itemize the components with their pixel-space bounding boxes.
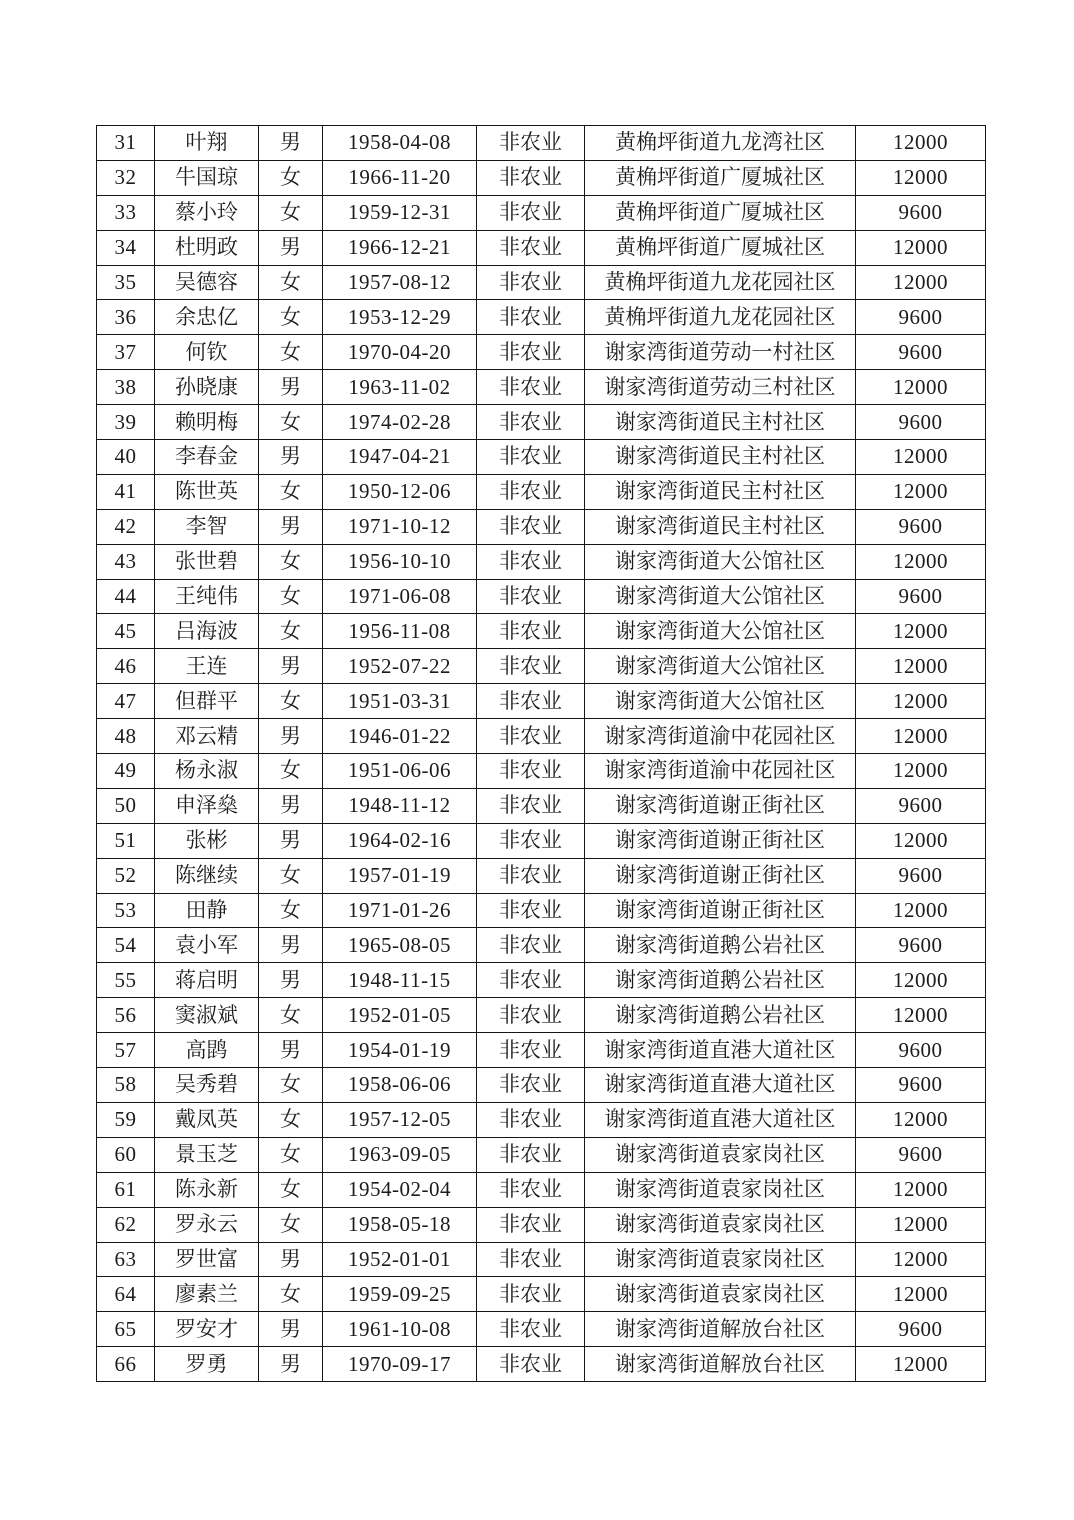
- cell-household-type: 非农业: [477, 335, 585, 370]
- cell-community: 谢家湾街道直港大道社区: [585, 1068, 856, 1103]
- cell-household-type: 非农业: [477, 1033, 585, 1068]
- cell-household-type: 非农业: [477, 160, 585, 195]
- cell-name: 高鹍: [155, 1033, 259, 1068]
- cell-gender: 男: [259, 788, 323, 823]
- cell-community: 谢家湾街道大公馆社区: [585, 684, 856, 719]
- cell-index: 33: [97, 195, 155, 230]
- cell-index: 37: [97, 335, 155, 370]
- table-row: [97, 998, 986, 1033]
- cell-household-type: 非农业: [477, 544, 585, 579]
- cell-gender: 女: [259, 858, 323, 893]
- cell-birth-date: 1971-10-12: [323, 509, 477, 544]
- cell-index: 44: [97, 579, 155, 614]
- cell-amount: 12000: [856, 719, 986, 754]
- cell-index: 38: [97, 370, 155, 405]
- cell-index: 63: [97, 1242, 155, 1277]
- cell-birth-date: 1966-12-21: [323, 230, 477, 265]
- cell-amount: 12000: [856, 963, 986, 998]
- cell-gender: 女: [259, 1102, 323, 1137]
- cell-household-type: 非农业: [477, 474, 585, 509]
- cell-birth-date: 1961-10-08: [323, 1312, 477, 1347]
- table-row: [97, 230, 986, 265]
- cell-community: 谢家湾街道鹅公岩社区: [585, 928, 856, 963]
- cell-gender: 女: [259, 579, 323, 614]
- cell-birth-date: 1950-12-06: [323, 474, 477, 509]
- cell-amount: 12000: [856, 265, 986, 300]
- cell-community: 谢家湾街道直港大道社区: [585, 1033, 856, 1068]
- cell-amount: 12000: [856, 1242, 986, 1277]
- cell-household-type: 非农业: [477, 1068, 585, 1103]
- cell-index: 58: [97, 1068, 155, 1103]
- table-row: [97, 1137, 986, 1172]
- cell-gender: 女: [259, 1277, 323, 1312]
- cell-amount: 12000: [856, 1102, 986, 1137]
- cell-amount: 12000: [856, 998, 986, 1033]
- cell-household-type: 非农业: [477, 788, 585, 823]
- table-row: [97, 126, 986, 161]
- table-row: [97, 928, 986, 963]
- cell-community: 谢家湾街道谢正街社区: [585, 858, 856, 893]
- cell-index: 47: [97, 684, 155, 719]
- cell-gender: 女: [259, 544, 323, 579]
- cell-birth-date: 1947-04-21: [323, 440, 477, 475]
- cell-name: 王连: [155, 649, 259, 684]
- cell-birth-date: 1951-06-06: [323, 754, 477, 789]
- cell-amount: 9600: [856, 195, 986, 230]
- table-row: [97, 1207, 986, 1242]
- cell-amount: 9600: [856, 1033, 986, 1068]
- cell-household-type: 非农业: [477, 579, 585, 614]
- cell-name: 陈永新: [155, 1172, 259, 1207]
- table-row: [97, 265, 986, 300]
- cell-amount: 12000: [856, 649, 986, 684]
- cell-household-type: 非农业: [477, 300, 585, 335]
- table-row: [97, 719, 986, 754]
- table-row: [97, 160, 986, 195]
- cell-community: 谢家湾街道劳动一村社区: [585, 335, 856, 370]
- cell-index: 54: [97, 928, 155, 963]
- cell-amount: 12000: [856, 230, 986, 265]
- table-row: [97, 1312, 986, 1347]
- cell-birth-date: 1956-11-08: [323, 614, 477, 649]
- cell-index: 66: [97, 1347, 155, 1382]
- cell-community: 谢家湾街道袁家岗社区: [585, 1207, 856, 1242]
- cell-birth-date: 1946-01-22: [323, 719, 477, 754]
- cell-community: 谢家湾街道鹅公岩社区: [585, 998, 856, 1033]
- table-row: [97, 649, 986, 684]
- cell-name: 陈世英: [155, 474, 259, 509]
- table-row: [97, 1242, 986, 1277]
- cell-birth-date: 1959-09-25: [323, 1277, 477, 1312]
- cell-gender: 男: [259, 126, 323, 161]
- table-body: [97, 126, 986, 1382]
- cell-index: 31: [97, 126, 155, 161]
- cell-index: 32: [97, 160, 155, 195]
- table-row: [97, 893, 986, 928]
- table-row: [97, 963, 986, 998]
- cell-community: 黄桷坪街道广厦城社区: [585, 195, 856, 230]
- cell-birth-date: 1964-02-16: [323, 823, 477, 858]
- cell-name: 景玉芝: [155, 1137, 259, 1172]
- table-row: [97, 579, 986, 614]
- cell-community: 谢家湾街道民主村社区: [585, 509, 856, 544]
- cell-household-type: 非农业: [477, 509, 585, 544]
- cell-birth-date: 1965-08-05: [323, 928, 477, 963]
- cell-household-type: 非农业: [477, 1347, 585, 1382]
- cell-gender: 女: [259, 1207, 323, 1242]
- cell-household-type: 非农业: [477, 126, 585, 161]
- cell-household-type: 非农业: [477, 230, 585, 265]
- cell-household-type: 非农业: [477, 998, 585, 1033]
- cell-amount: 12000: [856, 1172, 986, 1207]
- cell-amount: 12000: [856, 893, 986, 928]
- cell-name: 孙晓康: [155, 370, 259, 405]
- cell-amount: 9600: [856, 509, 986, 544]
- cell-amount: 12000: [856, 754, 986, 789]
- table-row: [97, 1102, 986, 1137]
- cell-name: 余忠亿: [155, 300, 259, 335]
- cell-community: 黄桷坪街道九龙湾社区: [585, 126, 856, 161]
- cell-name: 何钦: [155, 335, 259, 370]
- cell-household-type: 非农业: [477, 440, 585, 475]
- cell-gender: 女: [259, 474, 323, 509]
- cell-amount: 9600: [856, 788, 986, 823]
- cell-birth-date: 1971-06-08: [323, 579, 477, 614]
- cell-birth-date: 1958-06-06: [323, 1068, 477, 1103]
- cell-name: 窦淑斌: [155, 998, 259, 1033]
- cell-amount: 12000: [856, 684, 986, 719]
- cell-household-type: 非农业: [477, 1137, 585, 1172]
- cell-name: 但群平: [155, 684, 259, 719]
- cell-gender: 女: [259, 405, 323, 440]
- cell-amount: 12000: [856, 614, 986, 649]
- cell-birth-date: 1957-12-05: [323, 1102, 477, 1137]
- cell-community: 谢家湾街道袁家岗社区: [585, 1137, 856, 1172]
- cell-gender: 女: [259, 265, 323, 300]
- cell-birth-date: 1970-04-20: [323, 335, 477, 370]
- cell-birth-date: 1952-01-01: [323, 1242, 477, 1277]
- cell-index: 39: [97, 405, 155, 440]
- cell-household-type: 非农业: [477, 1242, 585, 1277]
- cell-amount: 12000: [856, 126, 986, 161]
- cell-birth-date: 1948-11-12: [323, 788, 477, 823]
- cell-amount: 9600: [856, 1312, 986, 1347]
- cell-community: 谢家湾街道袁家岗社区: [585, 1172, 856, 1207]
- cell-community: 黄桷坪街道广厦城社区: [585, 160, 856, 195]
- cell-household-type: 非农业: [477, 265, 585, 300]
- cell-amount: 12000: [856, 474, 986, 509]
- cell-amount: 12000: [856, 823, 986, 858]
- cell-index: 42: [97, 509, 155, 544]
- table-row: [97, 300, 986, 335]
- table-row: [97, 1033, 986, 1068]
- cell-household-type: 非农业: [477, 405, 585, 440]
- cell-amount: 12000: [856, 544, 986, 579]
- cell-name: 张彬: [155, 823, 259, 858]
- cell-amount: 9600: [856, 405, 986, 440]
- cell-community: 谢家湾街道鹅公岩社区: [585, 963, 856, 998]
- cell-community: 谢家湾街道大公馆社区: [585, 544, 856, 579]
- cell-amount: 12000: [856, 160, 986, 195]
- cell-index: 51: [97, 823, 155, 858]
- cell-gender: 女: [259, 335, 323, 370]
- cell-name: 罗永云: [155, 1207, 259, 1242]
- cell-amount: 9600: [856, 1137, 986, 1172]
- table-row: [97, 1277, 986, 1312]
- table-row: [97, 1347, 986, 1382]
- cell-birth-date: 1957-01-19: [323, 858, 477, 893]
- cell-community: 谢家湾街道大公馆社区: [585, 579, 856, 614]
- cell-community: 谢家湾街道渝中花园社区: [585, 754, 856, 789]
- cell-gender: 男: [259, 370, 323, 405]
- cell-gender: 女: [259, 1172, 323, 1207]
- table-row: [97, 684, 986, 719]
- cell-community: 黄桷坪街道九龙花园社区: [585, 265, 856, 300]
- cell-amount: 9600: [856, 928, 986, 963]
- cell-name: 杜明政: [155, 230, 259, 265]
- cell-index: 55: [97, 963, 155, 998]
- table-row: [97, 370, 986, 405]
- cell-gender: 女: [259, 300, 323, 335]
- cell-community: 谢家湾街道谢正街社区: [585, 788, 856, 823]
- cell-name: 田静: [155, 893, 259, 928]
- cell-index: 36: [97, 300, 155, 335]
- cell-name: 王纯伟: [155, 579, 259, 614]
- cell-birth-date: 1974-02-28: [323, 405, 477, 440]
- cell-gender: 男: [259, 928, 323, 963]
- cell-birth-date: 1958-04-08: [323, 126, 477, 161]
- cell-index: 65: [97, 1312, 155, 1347]
- cell-birth-date: 1952-07-22: [323, 649, 477, 684]
- cell-index: 64: [97, 1277, 155, 1312]
- cell-gender: 男: [259, 440, 323, 475]
- cell-community: 谢家湾街道袁家岗社区: [585, 1242, 856, 1277]
- cell-gender: 男: [259, 823, 323, 858]
- table-row: [97, 509, 986, 544]
- cell-community: 谢家湾街道大公馆社区: [585, 649, 856, 684]
- cell-community: 谢家湾街道劳动三村社区: [585, 370, 856, 405]
- cell-birth-date: 1953-12-29: [323, 300, 477, 335]
- table-row: [97, 858, 986, 893]
- cell-gender: 男: [259, 509, 323, 544]
- cell-household-type: 非农业: [477, 195, 585, 230]
- cell-birth-date: 1954-01-19: [323, 1033, 477, 1068]
- cell-birth-date: 1959-12-31: [323, 195, 477, 230]
- cell-birth-date: 1956-10-10: [323, 544, 477, 579]
- cell-community: 谢家湾街道解放台社区: [585, 1347, 856, 1382]
- cell-birth-date: 1971-01-26: [323, 893, 477, 928]
- cell-name: 陈继续: [155, 858, 259, 893]
- cell-birth-date: 1952-01-05: [323, 998, 477, 1033]
- cell-community: 谢家湾街道民主村社区: [585, 474, 856, 509]
- cell-gender: 女: [259, 1137, 323, 1172]
- cell-index: 62: [97, 1207, 155, 1242]
- cell-birth-date: 1970-09-17: [323, 1347, 477, 1382]
- cell-community: 谢家湾街道直港大道社区: [585, 1102, 856, 1137]
- cell-amount: 12000: [856, 440, 986, 475]
- cell-name: 吴德容: [155, 265, 259, 300]
- table-row: [97, 474, 986, 509]
- cell-gender: 男: [259, 1242, 323, 1277]
- cell-name: 袁小军: [155, 928, 259, 963]
- cell-index: 52: [97, 858, 155, 893]
- cell-gender: 女: [259, 893, 323, 928]
- cell-community: 谢家湾街道大公馆社区: [585, 614, 856, 649]
- cell-gender: 女: [259, 684, 323, 719]
- table-row: [97, 195, 986, 230]
- cell-amount: 12000: [856, 1207, 986, 1242]
- cell-household-type: 非农业: [477, 719, 585, 754]
- cell-amount: 9600: [856, 858, 986, 893]
- table-row: [97, 754, 986, 789]
- cell-index: 40: [97, 440, 155, 475]
- cell-birth-date: 1963-11-02: [323, 370, 477, 405]
- cell-amount: 12000: [856, 370, 986, 405]
- table-row: [97, 823, 986, 858]
- records-table-container: [96, 125, 985, 1382]
- cell-gender: 男: [259, 719, 323, 754]
- cell-name: 李智: [155, 509, 259, 544]
- cell-community: 谢家湾街道渝中花园社区: [585, 719, 856, 754]
- table-row: [97, 1172, 986, 1207]
- cell-name: 蒋启明: [155, 963, 259, 998]
- cell-household-type: 非农业: [477, 1207, 585, 1242]
- cell-name: 邓云精: [155, 719, 259, 754]
- cell-household-type: 非农业: [477, 858, 585, 893]
- cell-name: 吕海波: [155, 614, 259, 649]
- cell-name: 罗勇: [155, 1347, 259, 1382]
- cell-gender: 女: [259, 614, 323, 649]
- cell-birth-date: 1957-08-12: [323, 265, 477, 300]
- cell-gender: 女: [259, 1068, 323, 1103]
- cell-name: 赖明梅: [155, 405, 259, 440]
- cell-household-type: 非农业: [477, 963, 585, 998]
- cell-household-type: 非农业: [477, 754, 585, 789]
- cell-name: 吴秀碧: [155, 1068, 259, 1103]
- cell-name: 罗安才: [155, 1312, 259, 1347]
- cell-index: 41: [97, 474, 155, 509]
- cell-gender: 男: [259, 1347, 323, 1382]
- cell-index: 46: [97, 649, 155, 684]
- cell-amount: 9600: [856, 1068, 986, 1103]
- cell-name: 罗世富: [155, 1242, 259, 1277]
- cell-birth-date: 1951-03-31: [323, 684, 477, 719]
- records-table: [96, 125, 986, 1382]
- cell-amount: 9600: [856, 300, 986, 335]
- cell-gender: 男: [259, 649, 323, 684]
- cell-index: 49: [97, 754, 155, 789]
- cell-household-type: 非农业: [477, 1277, 585, 1312]
- cell-amount: 12000: [856, 1347, 986, 1382]
- cell-community: 谢家湾街道谢正街社区: [585, 823, 856, 858]
- table-row: [97, 440, 986, 475]
- cell-birth-date: 1948-11-15: [323, 963, 477, 998]
- cell-community: 黄桷坪街道广厦城社区: [585, 230, 856, 265]
- cell-household-type: 非农业: [477, 649, 585, 684]
- table-row: [97, 335, 986, 370]
- table-row: [97, 405, 986, 440]
- cell-name: 杨永淑: [155, 754, 259, 789]
- cell-gender: 女: [259, 754, 323, 789]
- cell-household-type: 非农业: [477, 1102, 585, 1137]
- cell-name: 廖素兰: [155, 1277, 259, 1312]
- cell-community: 谢家湾街道民主村社区: [585, 405, 856, 440]
- cell-household-type: 非农业: [477, 1312, 585, 1347]
- cell-index: 34: [97, 230, 155, 265]
- cell-amount: 9600: [856, 579, 986, 614]
- cell-index: 50: [97, 788, 155, 823]
- cell-name: 蔡小玲: [155, 195, 259, 230]
- cell-name: 牛国琼: [155, 160, 259, 195]
- cell-household-type: 非农业: [477, 893, 585, 928]
- cell-gender: 女: [259, 195, 323, 230]
- cell-household-type: 非农业: [477, 614, 585, 649]
- table-row: [97, 544, 986, 579]
- cell-household-type: 非农业: [477, 684, 585, 719]
- cell-index: 60: [97, 1137, 155, 1172]
- cell-name: 申泽燊: [155, 788, 259, 823]
- cell-gender: 男: [259, 963, 323, 998]
- cell-index: 59: [97, 1102, 155, 1137]
- cell-name: 戴凤英: [155, 1102, 259, 1137]
- cell-name: 叶翔: [155, 126, 259, 161]
- cell-community: 谢家湾街道袁家岗社区: [585, 1277, 856, 1312]
- cell-index: 57: [97, 1033, 155, 1068]
- cell-gender: 男: [259, 1312, 323, 1347]
- cell-gender: 男: [259, 1033, 323, 1068]
- cell-birth-date: 1963-09-05: [323, 1137, 477, 1172]
- cell-index: 48: [97, 719, 155, 754]
- cell-household-type: 非农业: [477, 370, 585, 405]
- cell-name: 张世碧: [155, 544, 259, 579]
- cell-birth-date: 1954-02-04: [323, 1172, 477, 1207]
- cell-community: 谢家湾街道民主村社区: [585, 440, 856, 475]
- cell-index: 35: [97, 265, 155, 300]
- cell-index: 56: [97, 998, 155, 1033]
- cell-household-type: 非农业: [477, 1172, 585, 1207]
- table-row: [97, 788, 986, 823]
- table-row: [97, 614, 986, 649]
- cell-community: 谢家湾街道谢正街社区: [585, 893, 856, 928]
- cell-index: 61: [97, 1172, 155, 1207]
- cell-index: 53: [97, 893, 155, 928]
- cell-gender: 男: [259, 230, 323, 265]
- cell-household-type: 非农业: [477, 928, 585, 963]
- cell-amount: 9600: [856, 335, 986, 370]
- cell-birth-date: 1966-11-20: [323, 160, 477, 195]
- cell-gender: 女: [259, 998, 323, 1033]
- cell-household-type: 非农业: [477, 823, 585, 858]
- cell-name: 李春金: [155, 440, 259, 475]
- cell-birth-date: 1958-05-18: [323, 1207, 477, 1242]
- cell-index: 45: [97, 614, 155, 649]
- cell-amount: 12000: [856, 1277, 986, 1312]
- cell-community: 黄桷坪街道九龙花园社区: [585, 300, 856, 335]
- cell-index: 43: [97, 544, 155, 579]
- cell-community: 谢家湾街道解放台社区: [585, 1312, 856, 1347]
- table-row: [97, 1068, 986, 1103]
- cell-gender: 女: [259, 160, 323, 195]
